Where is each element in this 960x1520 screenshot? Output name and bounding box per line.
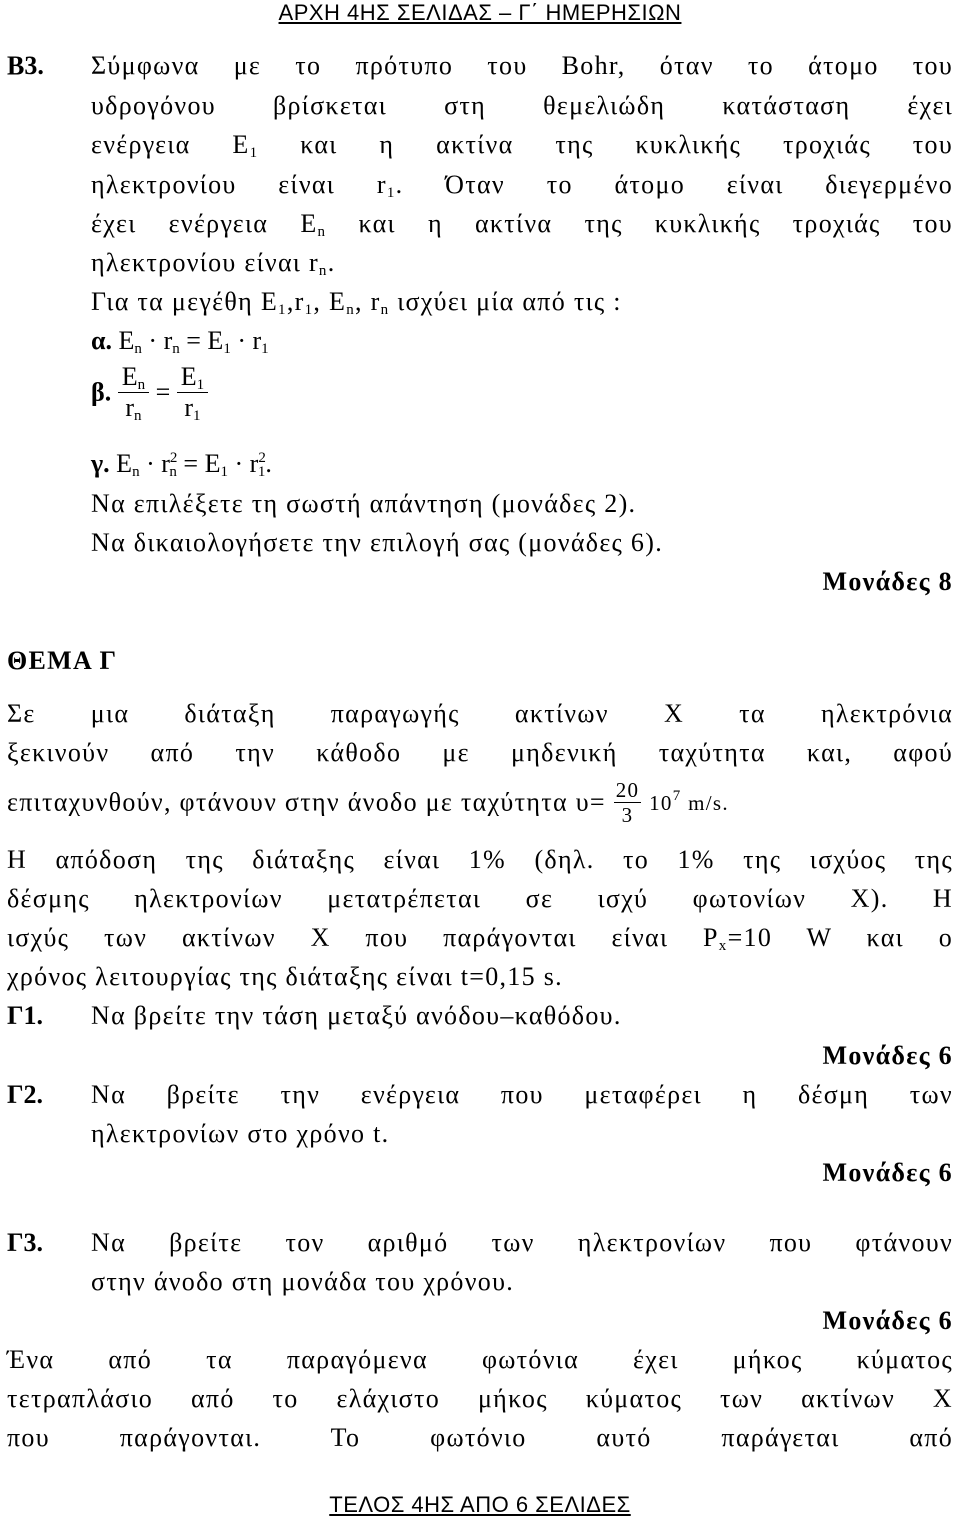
- g1-marks: Μονάδες 6: [822, 1041, 953, 1070]
- g2-line-2: ηλεκτρονίων στο χρόνο t.: [91, 1119, 390, 1148]
- continuation-line-1: Ένα από τα παραγόμενα φωτόνια έχει μήκος κύματος: [7, 1345, 953, 1374]
- b3-line-7: Για τα μεγέθη $E_1,r_1$, $E_n$, $r_n$ ισχύει μία από τις :: [91, 287, 622, 318]
- g1-text: Να βρείτε την τάση μεταξύ ανόδου–καθόδου.: [91, 1001, 622, 1030]
- theme-c-line-7: χρόνος λειτουργίας της διάταξης είναι t=0,15 s.: [7, 962, 563, 991]
- b3-line-6: ηλεκτρονίου είναι $r_n$.: [91, 248, 336, 279]
- section-title: ΘΕΜΑ Γ: [7, 646, 118, 675]
- b3-line-2: υδρογόνου βρίσκεται στη θεμελιώδη κατάσταση έχει: [91, 91, 953, 120]
- g3-line-2: στην άνοδο στη μονάδα του χρόνου.: [91, 1267, 515, 1296]
- b3-marks: Μονάδες 8: [822, 567, 953, 596]
- theme-c-line-6: ισχύς των ακτίνων Χ που παράγονται είναι $P_x=10$ W και ο: [7, 923, 954, 954]
- option-b-equation: β. $\frac{E_n}{r_n}$ = $\frac{E_1}{r_1}$: [91, 362, 208, 423]
- question-label-g1: Γ1.: [7, 1001, 44, 1030]
- option-a-equation: α. $E_n \cdot r_n = E_1 \cdot r_1$: [91, 326, 269, 357]
- theme-c-line-4: Η απόδοση της διάταξης είναι 1% (δηλ. το 1% της ισχύος της: [7, 845, 953, 874]
- theme-c-line-2: ξεκινούν από την κάθοδο με μηδενική ταχύτητα και, αφού: [7, 738, 953, 767]
- option-c-equation: γ. $E_n \cdot r^2_n = E_1 \cdot r^2_1$.: [91, 449, 272, 480]
- page-header: ΑΡΧΗ 4ΗΣ ΣΕΛΙΔΑΣ – Γ΄ ΗΜΕΡΗΣΙΩΝ: [278, 0, 682, 25]
- b3-instruction-justify: Να δικαιολογήσετε την επιλογή σας (μονάδες 6).: [91, 528, 663, 557]
- continuation-line-2: τετραπλάσιο από το ελάχιστο μήκος κύματος των ακτίνων Χ: [7, 1384, 953, 1413]
- b3-line-3: ενέργεια $E_1$ και η ακτίνα της κυκλικής τροχιάς του: [91, 130, 953, 161]
- g3-marks: Μονάδες 6: [822, 1306, 953, 1335]
- b3-line-1: Σύμφωνα με το πρότυπο του Bohr, όταν το άτομο του: [91, 51, 953, 80]
- b3-line-5: έχει ενέργεια $E_n$ και η ακτίνα της κυκλικής τροχιάς του: [91, 209, 953, 240]
- b3-line-4: ηλεκτρονίου είναι $r_1$. Όταν το άτομο είναι διεγερμένο: [91, 170, 953, 201]
- theme-c-line-5: δέσμης ηλεκτρονίων μετατρέπεται σε ισχύ φωτονίων Χ). Η: [7, 884, 953, 913]
- fraction-e1-r1: $\frac{E_1}{r_1}$: [177, 362, 208, 423]
- b3-instruction-choose: Να επιλέξετε τη σωστή απάντηση (μονάδες 2).: [91, 489, 637, 518]
- theme-c-line-1: Σε μια διάταξη παραγωγής ακτίνων Χ τα ηλεκτρόνια: [7, 699, 953, 728]
- continuation-line-3: που παράγονται. Το φωτόνιο αυτό παράγεται από: [7, 1423, 953, 1452]
- question-label-g2: Γ2.: [7, 1080, 44, 1109]
- theme-c-line-3: επιταχυνθούν, φτάνουν στην άνοδο με ταχύτητα υ= $\frac{20}{3}$ $10^7$ m/s.: [7, 778, 729, 827]
- g2-marks: Μονάδες 6: [822, 1158, 953, 1187]
- g3-line-1: Να βρείτε τον αριθμό των ηλεκτρονίων που φτάνουν: [91, 1228, 953, 1257]
- page-footer: ΤΕΛΟΣ 4ΗΣ ΑΠΟ 6 ΣΕΛΙΔΕΣ: [329, 1492, 631, 1517]
- g2-line-1: Να βρείτε την ενέργεια που μεταφέρει η δέσμη των: [91, 1080, 953, 1109]
- fraction-en-rn: $\frac{E_n}{r_n}$: [118, 362, 149, 423]
- question-label-b3: Β3.: [7, 51, 44, 80]
- velocity-fraction: $\frac{20}{3}$: [615, 778, 640, 827]
- question-label-g3: Γ3.: [7, 1228, 44, 1257]
